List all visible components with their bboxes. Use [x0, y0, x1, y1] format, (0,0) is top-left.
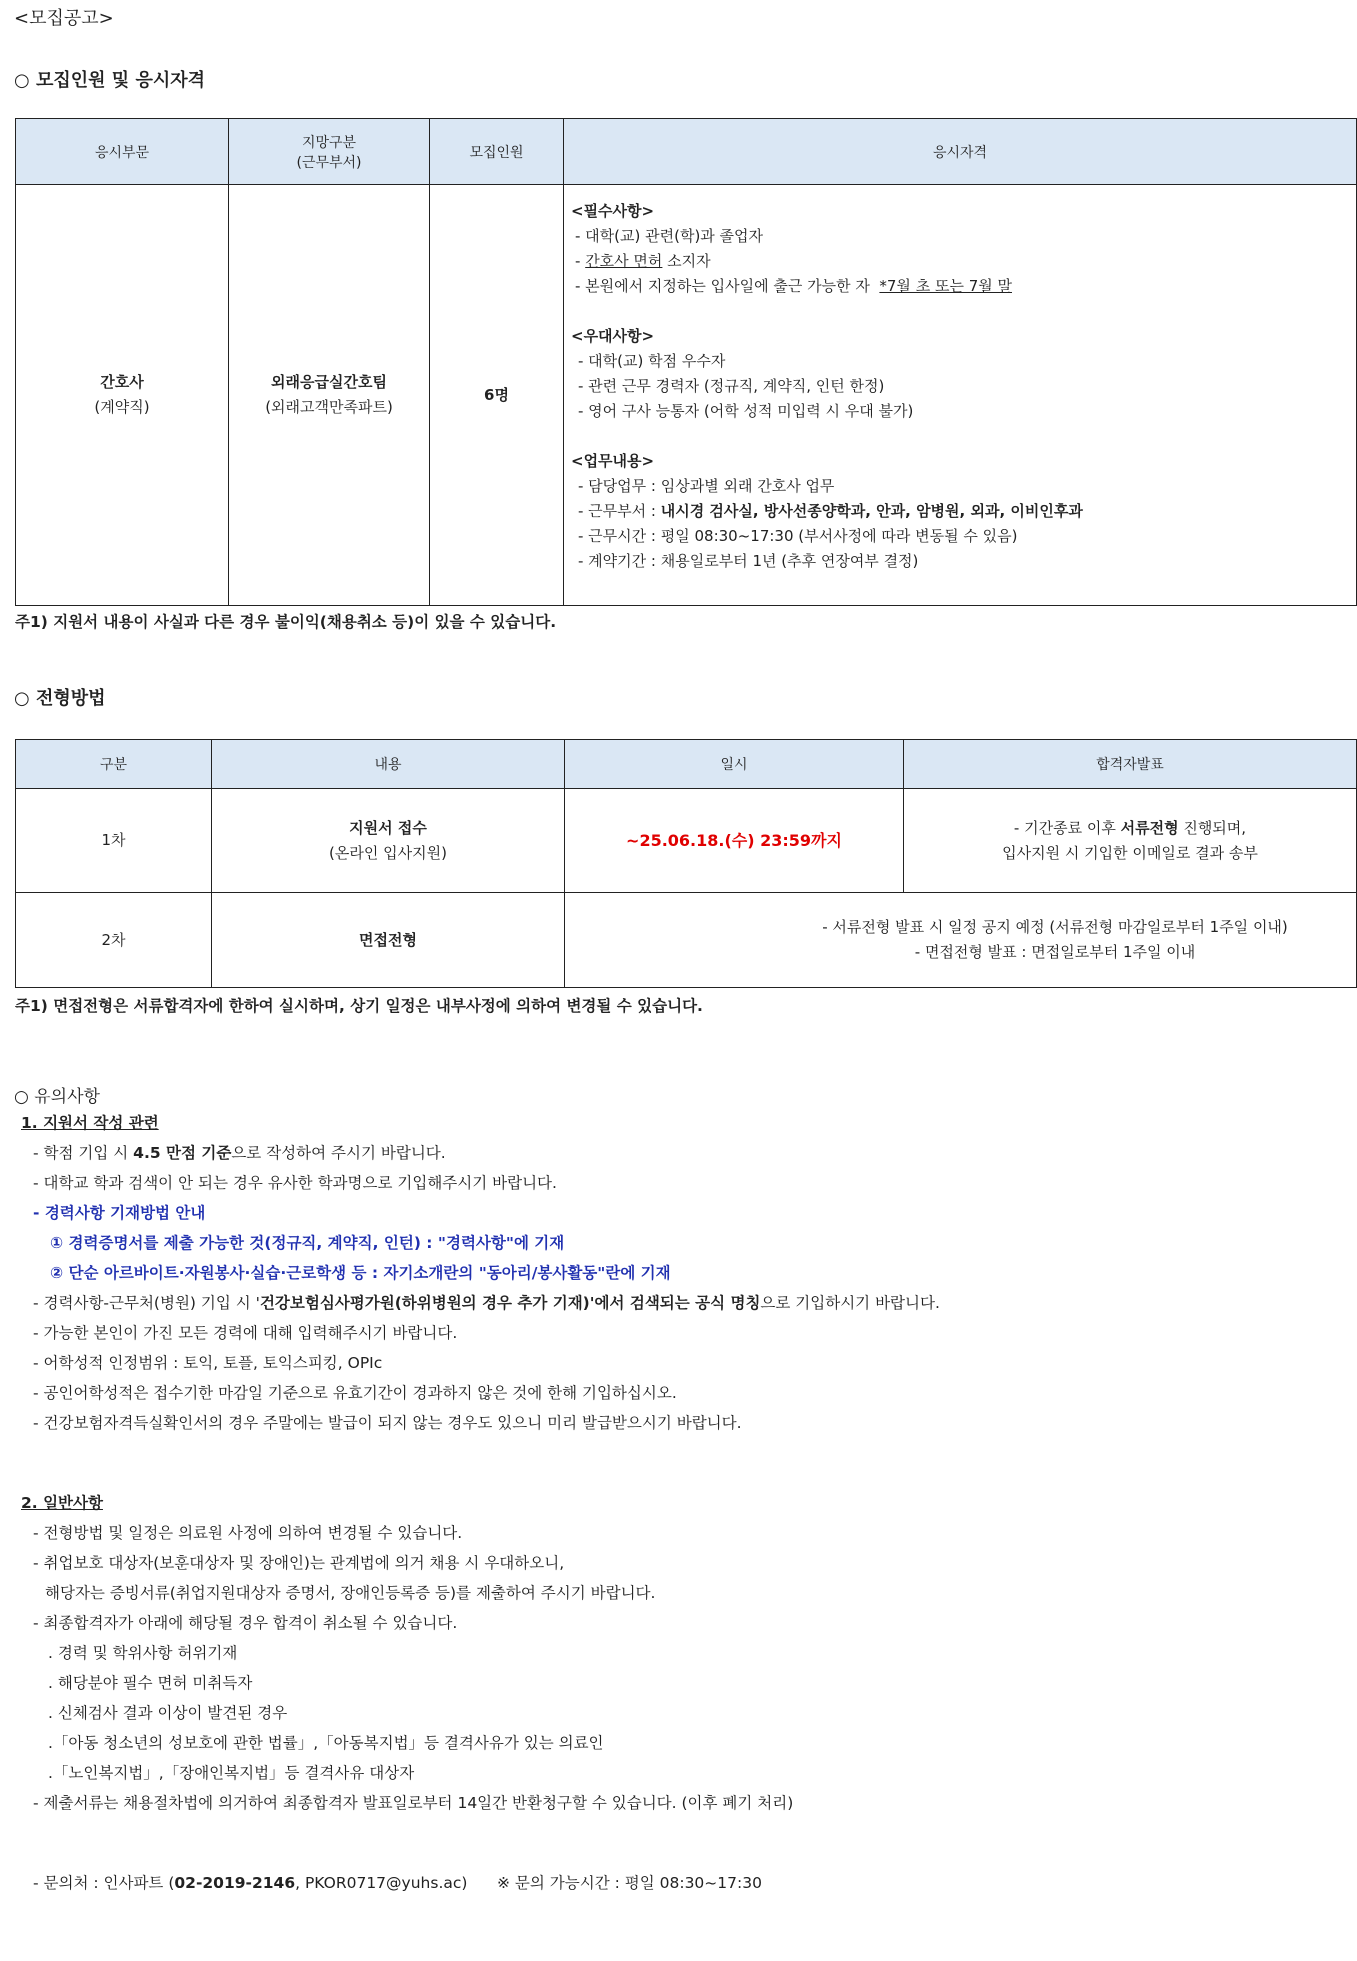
process-table	[15, 739, 1357, 988]
notice-line: - 학점 기입 시 4.5 만점 기준으로 작성하여 주시기 바랍니다.	[33, 1144, 446, 1162]
general-line: 해당자는 증빙서류(취업지원대상자 증명서, 장애인등록증 등)를 제출하여 주시기 바랍니다.	[45, 1584, 656, 1602]
document-title: <모집공고>	[14, 8, 114, 29]
stage-1-date: ~25.06.18.(수) 23:59까지	[565, 789, 904, 893]
contact-hours: ※ 문의 가능시간 : 평일 08:30~17:30	[497, 1874, 762, 1892]
cell-qualification: <필수사항> - 대학(교) 관련(학)과 졸업자 - 간호사 면허 소지자 - 본원에서 지정하는 입사일에 출근 가능한 자 *7월 초 또는 7월 말 <우대사항> - 대학(교) 학점 우수자 - 관련 근무 경력자 (정규직, 계약직, 인턴 한정) - 영어 구사 능통자 (어학 성적 미입력 시 우대 불가) <업무내용> - 담당업무 : 임상과별 외래 간호사 업무 - 근무부서 : 내시경 검사실, 방사선종양학과, 안과, 암병원, 외과, 이비인후과 - 근무시간 : 평일 08:30~17:30 (부서사정에 따라 변동될 수 있음) - 계약기간 : 채용일로부터 1년 (추후 연장여부 결정)	[564, 185, 1357, 606]
stage-2-info: - 서류전형 발표 시 일정 공지 예정 (서류전형 마감일로부터 1주일 이내) - 면접전형 발표 : 면접일로부터 1주일 이내	[565, 893, 1357, 988]
general-line: - 제출서류는 채용절차법에 의거하여 최종합격자 발표일로부터 14일간 반환청구할 수 있습니다. (이후 폐기 처리)	[33, 1794, 794, 1812]
notice-line: - 건강보험자격득실확인서의 경우 주말에는 발급이 되지 않는 경우도 있으니 미리 발급받으시기 바랍니다.	[33, 1414, 742, 1432]
notice-line: - 가능한 본인이 가진 모든 경력에 대해 입력해주시기 바랍니다.	[33, 1324, 458, 1342]
general-subline: . 신체검사 결과 이상이 발견된 경우	[48, 1704, 288, 1722]
notice-line-career-1: ① 경력증명서를 제출 가능한 것(정규직, 계약직, 인턴) : "경력사항"에 기재	[50, 1234, 565, 1252]
stage-2: 2차	[16, 893, 212, 988]
contact-info: - 문의처 : 인사파트 (02-2019-2146, PKOR0717@yuhs.ac)	[33, 1874, 468, 1892]
general-subline: .「아동 청소년의 성보호에 관한 법률」,「아동복지법」등 결격사유가 있는 의료인	[48, 1734, 604, 1752]
notice-category-2: 2. 일반사항	[21, 1494, 103, 1512]
notice-category-1: 1. 지원서 작성 관련	[21, 1114, 159, 1132]
stage-1-announcement: - 기간종료 이후 서류전형 진행되며, 입사지원 시 기입한 이메일로 결과 송부	[904, 789, 1357, 893]
notice-line: - 어학성적 인정범위 : 토익, 토플, 토익스피킹, OPIc	[33, 1354, 383, 1372]
section-recruitment-heading: ○ 모집인원 및 응시자격	[14, 70, 205, 91]
header-content: 내용	[212, 740, 565, 789]
general-subline: . 경력 및 학위사항 허위기재	[48, 1644, 238, 1662]
notice-line: - 경력사항-근무처(병원) 기입 시 '건강보험심사평가원(하위병원의 경우 추가 기재)'에서 검색되는 공식 명칭으로 기입하시기 바랍니다.	[33, 1294, 940, 1312]
section-process-heading: ○ 전형방법	[14, 688, 106, 709]
notice-line-career-2: ② 단순 아르바이트·자원봉사·실습·근로학생 등 : 자기소개란의 "동아리/봉사활동"란에 기재	[50, 1264, 671, 1282]
notice-line-career: - 경력사항 기재방법 안내	[33, 1204, 206, 1222]
header-date: 일시	[565, 740, 904, 789]
stage-2-content: 면접전형	[212, 893, 565, 988]
general-line: - 최종합격자가 아래에 해당될 경우 합격이 취소될 수 있습니다.	[33, 1614, 458, 1632]
general-subline: . 해당분야 필수 면허 미취득자	[48, 1674, 253, 1692]
header-qualification: 응시자격	[564, 119, 1357, 185]
header-dept: 지망구분 (근무부서)	[229, 119, 430, 185]
header-stage: 구분	[16, 740, 212, 789]
general-line: - 취업보호 대상자(보훈대상자 및 장애인)는 관계법에 의거 채용 시 우대하오니,	[33, 1554, 565, 1572]
recruitment-note: 주1) 지원서 내용이 사실과 다른 경우 불이익(채용취소 등)이 있을 수 있습니다.	[15, 613, 557, 631]
process-note: 주1) 면접전형은 서류합격자에 한하여 실시하며, 상기 일정은 내부사정에 의하여 변경될 수 있습니다.	[15, 997, 703, 1015]
cell-dept: 외래응급실간호팀 (외래고객만족파트)	[229, 185, 430, 606]
general-line: - 전형방법 및 일정은 의료원 사정에 의하여 변경될 수 있습니다.	[33, 1524, 463, 1542]
section-notice-heading: ○ 유의사항	[14, 1087, 100, 1107]
cell-count: 6명	[430, 185, 564, 606]
recruitment-table	[15, 118, 1357, 606]
cell-job: 간호사 (계약직)	[16, 185, 229, 606]
header-field: 응시부문	[16, 119, 229, 185]
header-count: 모집인원	[430, 119, 564, 185]
general-subline: .「노인복지법」,「장애인복지법」등 결격사유 대상자	[48, 1764, 415, 1782]
stage-1: 1차	[16, 789, 212, 893]
stage-1-content: 지원서 접수 (온라인 입사지원)	[212, 789, 565, 893]
notice-line: - 공인어학성적은 접수기한 마감일 기준으로 유효기간이 경과하지 않은 것에 한해 기입하십시오.	[33, 1384, 677, 1402]
header-announcement: 합격자발표	[904, 740, 1357, 789]
notice-line: - 대학교 학과 검색이 안 되는 경우 유사한 학과명으로 기입해주시기 바랍니다.	[33, 1174, 557, 1192]
